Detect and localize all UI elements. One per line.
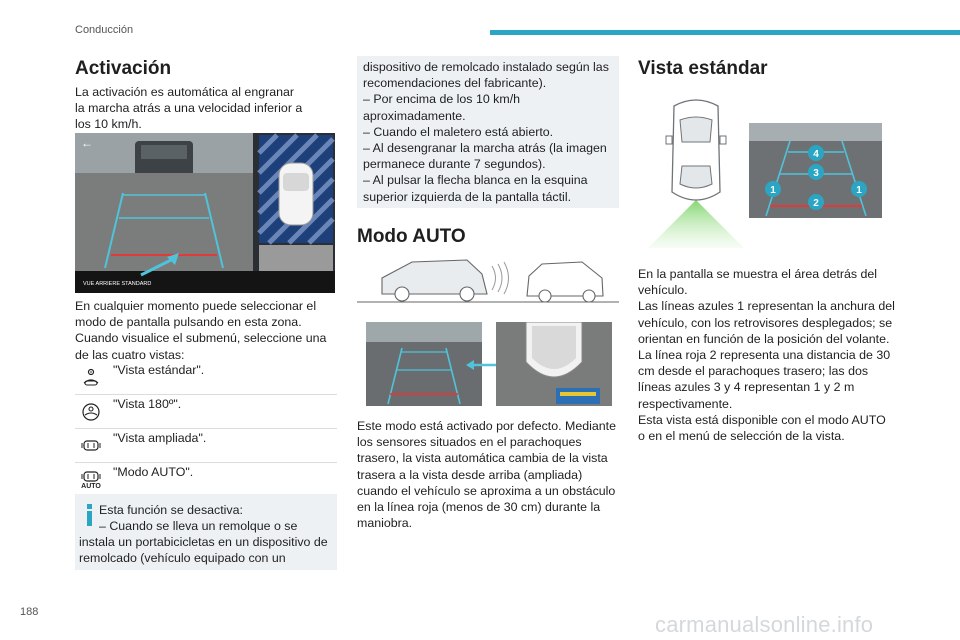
view-label-zoom: "Vista ampliada". (113, 431, 207, 445)
view-label-180: "Vista 180º". (113, 397, 182, 411)
heading-vista-estandar: Vista estándar (638, 58, 768, 79)
view-label-auto: "Modo AUTO". (113, 465, 194, 479)
view-option-auto (75, 464, 337, 496)
footer-watermark: carmanualsonline.info (655, 612, 874, 637)
camera-screen-image (75, 133, 335, 293)
marker-1-left: 1 (770, 185, 776, 196)
select-mode-paragraph: En cualquier momento puede seleccionar el modo de pantalla pulsando en esta zona. (75, 299, 317, 330)
heading-activacion: Activación (75, 58, 172, 79)
info-box-continued (357, 56, 619, 208)
standard-view-icon (75, 362, 107, 394)
info-cont-4: – Al pulsar la flecha blanca en la esquina superior izquierda de la pantalla táctil. (363, 173, 588, 204)
info-cont-2: – Cuando el maletero está abierto. (363, 124, 554, 139)
intro-paragraph: La activación es automática al engranar la marcha atrás a una velocidad inferior a los 10 km/h. (75, 85, 303, 132)
view-option-zoom (75, 430, 337, 463)
info-box-deactivation (75, 494, 337, 570)
marker-3: 3 (813, 168, 819, 179)
view-option-180 (75, 396, 337, 429)
info-cont-3: – Al desengranar la marcha atrás (la imagen permanece durante 7 segundos). (363, 141, 607, 172)
standard-para-3: Esta vista está disponible con el modo AUTO o en el menú de selección de la vista. (638, 412, 886, 444)
auto-icon-text: AUTO (81, 482, 101, 490)
header-accent-bar (490, 30, 960, 35)
info-line1: Esta función se desactiva: (99, 503, 243, 517)
top-view-screen (496, 322, 612, 406)
section-title: Conducción (75, 24, 134, 36)
auto-mode-paragraph: Este modo está activado por defecto. Mediante los sensores situados en el parachoques trasero, la vista automática cambia de la vista trasera a la vista desde arriba (ampliada) cuando el vehículo se aproxima a un obstáculo en la línea roja (menos de 30 cm) durante la maniobra. (357, 419, 616, 531)
marker-4: 4 (813, 149, 819, 160)
info-cont-1: – Por encima de los 10 km/h aproximadamente. (363, 92, 521, 123)
page-number: 188 (20, 606, 39, 618)
standard-para-1: Las líneas azules 1 representan la anchura del vehículo, con los retrovisores desplegados; se orientan en función de la posición del volante. (638, 299, 895, 346)
view-label-standard: "Vista estándar". (113, 363, 205, 377)
auto-mode-icon (75, 464, 107, 496)
standard-para-2: La línea roja 2 representa una distancia de 30 cm desde el parachoques trasero; las dos líneas azules 3 y 4 representan 1 y 2 m respectivamente. (638, 348, 891, 411)
view-option-standard (75, 362, 337, 395)
info-line2: – Cuando se lleva un remolque o se instala un portabicicletas en un dispositivo de remolcado (vehículo equipado con un (79, 519, 328, 566)
svg-text:←: ← (81, 136, 93, 150)
zoom-view-icon (75, 430, 107, 462)
heading-modo-auto: Modo AUTO (357, 226, 466, 247)
rear-view-screen (366, 322, 482, 406)
standard-view-illustration (640, 96, 890, 248)
180-view-icon (75, 396, 107, 428)
screen-label: VUE ARRIERE STANDARD (83, 281, 152, 287)
marker-2: 2 (813, 198, 819, 209)
standard-para-0: En la pantalla se muestra el área detrás del vehículo. (638, 267, 878, 298)
auto-mode-cars-illustration (357, 254, 619, 306)
submenu-paragraph: Cuando visualice el submenú, seleccione una de las cuatro vistas: (75, 331, 327, 362)
info-cont-0: dispositivo de remolcado instalado según las recomendaciones del fabricante). (363, 60, 609, 91)
marker-1-right: 1 (856, 185, 862, 196)
